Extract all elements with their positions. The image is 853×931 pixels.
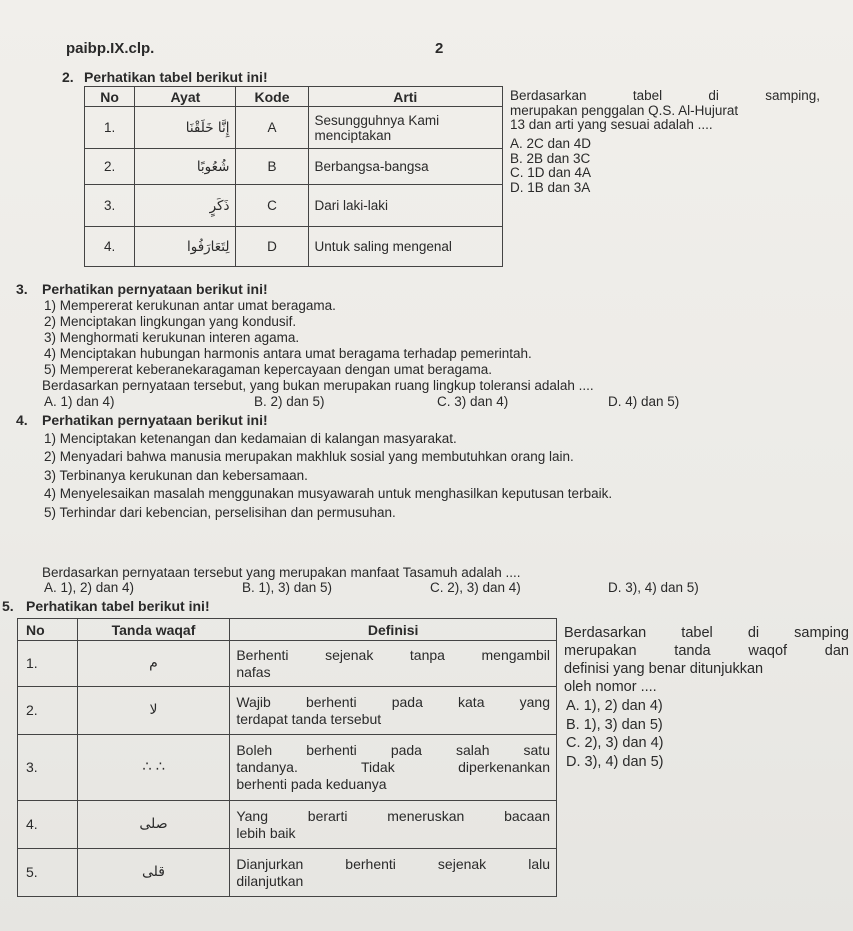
q5-definisi-line: Dianjurkan berhenti sejenak lalu — [236, 855, 550, 872]
list-item: 5) Mempererat keberanekaragaman kepercayaan dengan umat beragama. — [44, 362, 493, 377]
q2-question — [510, 89, 820, 133]
q5-row-no: 2. — [18, 687, 78, 735]
table-row — [18, 687, 557, 735]
q2-row-kode: B — [236, 149, 308, 185]
q3-option-b[interactable]: B. 2) dan 5) — [254, 394, 325, 409]
q2-table — [84, 86, 503, 267]
q2-option-a[interactable]: A. 2C dan 4D — [510, 136, 592, 151]
q2-th-kode: Kode — [236, 87, 308, 107]
q5-row-no: 5. — [18, 849, 78, 897]
q2-options — [510, 137, 591, 195]
q2-row-arti: Dari laki-laki — [308, 185, 502, 227]
q4-number: 4. — [16, 412, 28, 428]
q5-row-definisi — [230, 641, 557, 687]
q2-row-kode: D — [236, 227, 308, 267]
q2-row-arti — [308, 107, 502, 149]
q2-row-arti-line: menciptakan — [314, 127, 392, 143]
q5-definisi-line: nafas — [236, 663, 271, 680]
list-item: 1) Mempererat kerukunan antar umat beragama. — [44, 298, 336, 313]
q5-question — [564, 624, 849, 696]
q5-definisi-line: Wajib berhenti pada kata yang — [236, 693, 550, 710]
table-row — [85, 185, 503, 227]
q2-question-line: 13 dan arti yang sesuai adalah .... — [510, 117, 713, 132]
q2-row-no: 2. — [85, 149, 135, 185]
q5-definisi-line: lebih baik — [236, 824, 296, 841]
q4-question: Berdasarkan pernyataan tersebut yang merupakan manfaat Tasamuh adalah .... — [42, 565, 521, 580]
q3-question: Berdasarkan pernyataan tersebut, yang bukan merupakan ruang lingkup toleransi adalah .... — [42, 378, 594, 393]
list-item: 5) Terhindar dari kebencian, perselisihan dan permusuhan. — [44, 504, 396, 520]
table-row — [18, 849, 557, 897]
q5-th-no: No — [18, 619, 78, 641]
q2-question-line: merupakan penggalan Q.S. Al-Hujurat — [510, 102, 739, 118]
q2-row-ayat: إِنَّا خَلَقْنَا — [135, 107, 236, 149]
q5-question-line: oleh nomor .... — [564, 679, 657, 695]
q5-row-definisi — [230, 687, 557, 735]
q5-definisi-line: berhenti pada keduanya — [236, 776, 387, 792]
q5-definisi-line: Boleh berhenti pada salah satu — [236, 742, 550, 758]
q2-option-d[interactable]: D. 1B dan 3A — [510, 179, 591, 195]
list-item: 4) Menyelesaikan masalah menggunakan musyawarah untuk menghasilkan keputusan terbaik. — [44, 486, 613, 502]
q2-number: 2. — [62, 69, 74, 85]
q5-question-line: Berdasarkan tabel di samping — [564, 625, 849, 641]
q5-option-a[interactable]: A. 1), 2) dan 4) — [566, 698, 663, 714]
q5-number: 5. — [2, 598, 14, 614]
page-number: 2 — [435, 40, 444, 57]
q2-row-arti: Berbangsa-bangsa — [308, 149, 502, 185]
q2-th-ayat: Ayat — [135, 87, 236, 107]
q2-option-c[interactable]: C. 1D dan 4A — [510, 165, 592, 180]
q5-definisi-line: Yang berarti meneruskan bacaan — [236, 807, 550, 824]
q4-option-b[interactable]: B. 1), 3) dan 5) — [242, 580, 333, 595]
q3-number: 3. — [16, 281, 28, 297]
q5-title: Perhatikan tabel berikut ini! — [26, 598, 210, 614]
q5-th-tanda: Tanda waqaf — [77, 619, 230, 641]
q5-row-no: 3. — [18, 735, 78, 801]
q5-options — [566, 697, 664, 771]
q2-question-line: Berdasarkan tabel di samping, — [510, 88, 820, 103]
list-item: 1) Menciptakan ketenangan dan kedamaian di kalangan masyarakat. — [44, 431, 457, 446]
q5-th-definisi: Definisi — [230, 619, 557, 641]
q2-row-kode: A — [236, 107, 308, 149]
q5-option-b[interactable]: B. 1), 3) dan 5) — [566, 716, 663, 733]
q2-row-no: 3. — [85, 185, 135, 227]
list-item: 3) Terbinanya kerukunan dan kebersamaan. — [44, 467, 308, 483]
q4-option-d[interactable]: D. 3), 4) dan 5) — [608, 580, 699, 595]
list-item: 3) Menghormati kerukunan interen agama. — [44, 330, 300, 345]
q5-row-no: 1. — [18, 641, 78, 687]
table-row — [18, 801, 557, 849]
q2-row-no: 1. — [85, 107, 135, 149]
table-row — [18, 735, 557, 801]
document-code: paibp.IX.clp. — [66, 40, 155, 57]
q5-row-definisi — [230, 735, 557, 801]
q5-table — [17, 618, 557, 897]
table-row — [85, 107, 503, 149]
q5-row-definisi — [230, 801, 557, 849]
q2-row-ayat: لِتَعَارَفُوا — [135, 227, 236, 267]
list-item: 2) Menyadari bahwa manusia merupakan makhluk sosial yang membutuhkan orang lain. — [44, 449, 574, 465]
q2-title: Perhatikan tabel berikut ini! — [84, 69, 268, 85]
q4-option-a[interactable]: A. 1), 2) dan 4) — [44, 580, 135, 595]
q5-table-header — [18, 619, 557, 641]
table-row — [18, 641, 557, 687]
list-item: 2) Menciptakan lingkungan yang kondusif. — [44, 314, 297, 329]
q3-statements — [44, 298, 532, 378]
q5-definisi-line: tandanya. Tidak diperkenankan — [236, 759, 550, 775]
q5-definisi-line: Berhenti sejenak tanpa mengambil — [236, 646, 550, 663]
q2-row-kode: C — [236, 185, 308, 227]
q2-row-ayat: ذَكَرٍ — [135, 185, 236, 227]
q2-option-b[interactable]: B. 2B dan 3C — [510, 150, 591, 166]
list-item: 4) Menciptakan hubungan harmonis antara umat beragama terhadap pemerintah. — [44, 346, 532, 361]
q3-option-a[interactable]: A. 1) dan 4) — [44, 394, 115, 409]
q2-table-header — [85, 87, 503, 107]
q5-row-tanda: قلى — [77, 849, 230, 897]
q3-title: Perhatikan pernyataan berikut ini! — [42, 281, 268, 297]
q4-title: Perhatikan pernyataan berikut ini! — [42, 412, 268, 428]
q2-row-arti: Untuk saling mengenal — [308, 227, 502, 267]
q2-row-no: 4. — [85, 227, 135, 267]
q5-row-tanda: ∴ ∴ — [77, 735, 230, 801]
q5-option-c[interactable]: C. 2), 3) dan 4) — [566, 735, 664, 751]
q5-definisi-line: terdapat tanda tersebut — [236, 710, 382, 727]
q5-question-line: definisi yang benar ditunjukkan — [564, 661, 764, 677]
q5-row-tanda: صلى — [77, 801, 230, 849]
q5-question-line: merupakan tanda waqof dan — [564, 643, 849, 659]
q5-option-d[interactable]: D. 3), 4) dan 5) — [566, 753, 664, 770]
table-row — [85, 227, 503, 267]
q5-definisi-line: dilanjutkan — [236, 872, 304, 889]
table-row — [85, 149, 503, 185]
q4-option-c[interactable]: C. 2), 3) dan 4) — [430, 580, 521, 595]
q2-th-no: No — [85, 87, 135, 107]
q2-row-ayat: شُعُوبًا — [135, 149, 236, 185]
q4-statements — [44, 430, 612, 522]
q2-row-arti-line: Sesungguhnya Kami — [314, 112, 440, 128]
q2-th-arti: Arti — [308, 87, 502, 107]
q5-row-tanda: لا — [77, 687, 230, 735]
q5-row-definisi — [230, 849, 557, 897]
q3-option-d[interactable]: D. 4) dan 5) — [608, 394, 680, 409]
q3-option-c[interactable]: C. 3) dan 4) — [437, 394, 509, 409]
q5-row-tanda: م — [77, 641, 230, 687]
q5-row-no: 4. — [18, 801, 78, 849]
